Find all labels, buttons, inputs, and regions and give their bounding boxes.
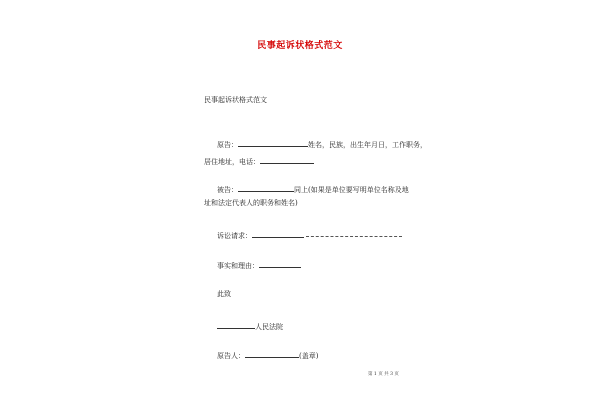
plaintiff-label: 原告： <box>217 141 238 149</box>
court-line <box>217 321 283 332</box>
claims-dashed-line <box>306 236 402 237</box>
claims-blank <box>252 230 304 238</box>
signature-blank <box>245 350 299 358</box>
seal-label: (盖章) <box>299 352 319 360</box>
facts-label: 事实和理由： <box>217 262 259 270</box>
plaintiff-address-line <box>204 156 314 167</box>
plaintiff-name-blank <box>238 139 308 147</box>
claims-line <box>217 230 402 241</box>
plaintiff-fields: 姓名，民族，出生年月日，工作职务， <box>308 141 427 149</box>
court-label: 人民法院 <box>255 323 283 331</box>
plaintiff-line <box>217 139 427 150</box>
defendant-continued-line: 址和法定代表人的职务和姓名) <box>204 199 298 207</box>
document-title: 民事起诉状格式范文 <box>257 41 343 51</box>
salutation: 此致 <box>217 290 231 298</box>
document-subtitle: 民事起诉状格式范文 <box>204 96 267 104</box>
court-blank <box>217 321 255 329</box>
defendant-line <box>217 184 409 195</box>
signature-line <box>217 350 318 361</box>
defendant-label: 被告： <box>217 186 238 194</box>
claims-label: 诉讼请求： <box>217 232 252 240</box>
defendant-text: 同上(如果是单位要写明单位名称及地 <box>294 186 409 194</box>
page-number: 第 1 页 共 3 页 <box>368 372 399 377</box>
signature-label: 原告人： <box>217 352 245 360</box>
facts-line <box>217 260 301 271</box>
facts-blank <box>259 260 301 268</box>
plaintiff-address-label: 居住地址，电话： <box>204 158 260 166</box>
defendant-name-blank <box>238 184 294 192</box>
plaintiff-address-blank <box>260 156 314 164</box>
